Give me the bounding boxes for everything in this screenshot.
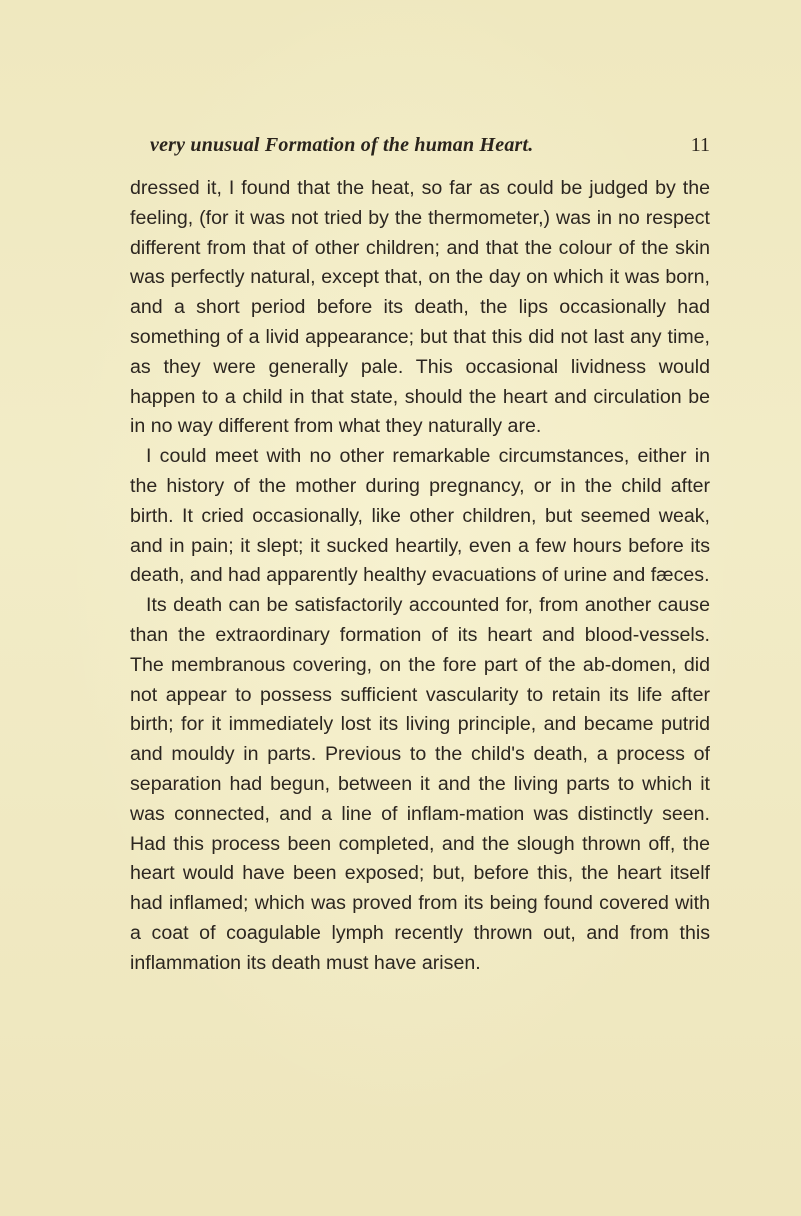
running-title: very unusual Formation of the human Heart. bbox=[150, 134, 534, 156]
page-number: 11 bbox=[690, 134, 710, 156]
body-text bbox=[130, 174, 710, 979]
paragraph-3: Its death can be satisfactorily accounted for, from another cause than the extraordinary formation of its heart and blood-vessels. The membranous covering, on the fore part of the ab-domen, did not appear to possess sufficient vascularity to retain its life after birth; for it immediately lost its living principle, and became putrid and mouldy in parts. Previous to the child's death, a process of separation had begun, between it and the living parts to which it was connected, and a line of inflam-mation was distinctly seen. Had this process been completed, and the slough thrown off, the heart would have been exposed; but, before this, the heart itself had inflamed; which was proved from its being found covered with a coat of coagulable lymph recently thrown out, and from this inflammation its death must have arisen. bbox=[130, 594, 710, 974]
paragraph-1: dressed it, I found that the heat, so far as could be judged by the feeling, (for it was not tried by the thermometer,) was in no respect different from that of other children; and that the colour of the skin was perfectly natural, except that, on the day on which it was born, and a short period before its death, the lips occasionally had something of a livid appearance; but that this did not last any time, as they were generally pale. This occasional lividness would happen to a child in that state, should the heart and circulation be in no way different from what they naturally are. bbox=[130, 177, 710, 438]
page-header bbox=[150, 134, 710, 164]
paragraph-2: I could meet with no other remarkable circumstances, either in the history of the mother during pregnancy, or in the child after birth. It cried occasionally, like other children, but seemed weak, and in pain; it slept; it sucked heartily, even a few hours before its death, and had apparently healthy evacuations of urine and fæces. bbox=[130, 445, 710, 587]
